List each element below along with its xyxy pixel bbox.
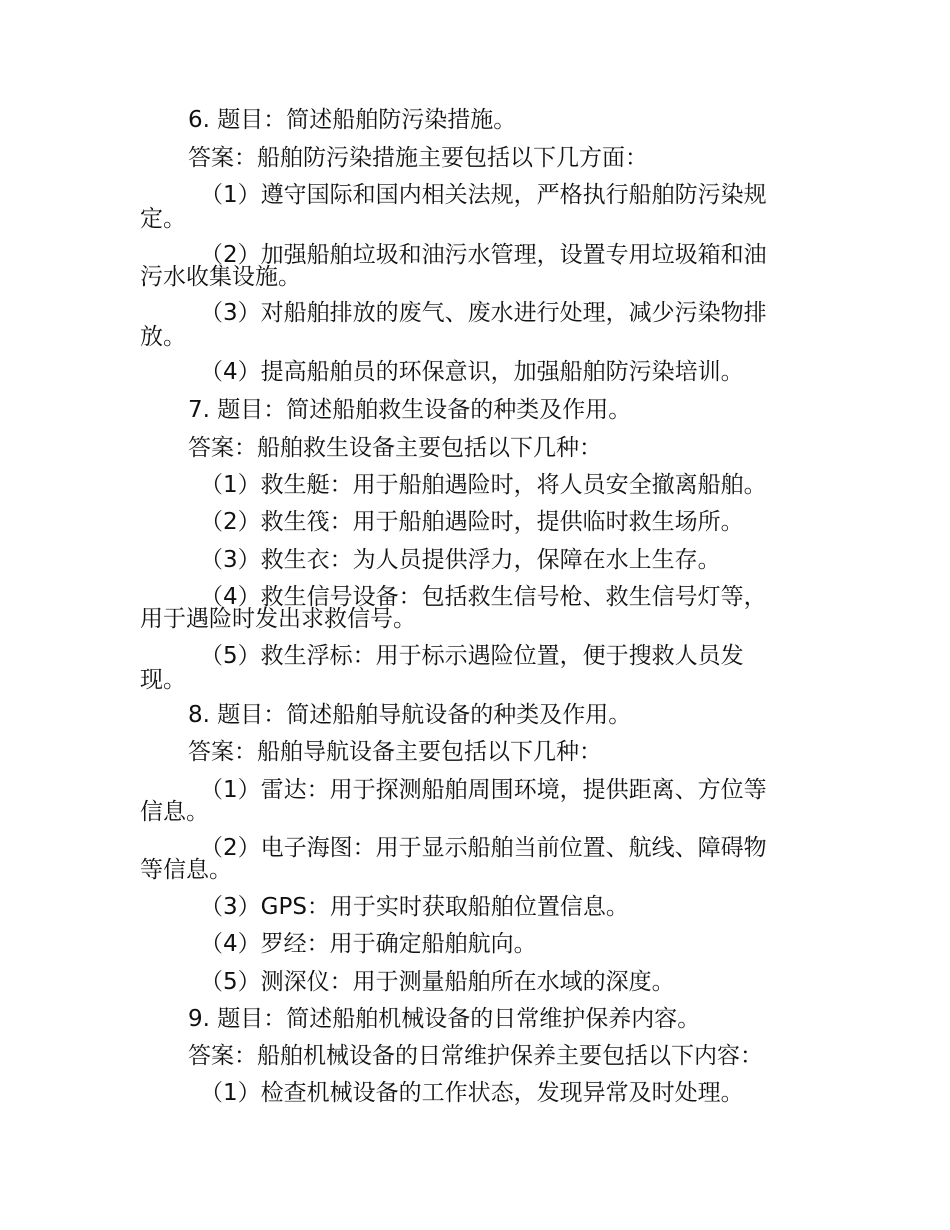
document-page: 6. 题目：简述船舶防污染措施。 答案：船舶防污染措施主要包括以下几方面： （1）遵守国际和国内相关法规，严格执行船舶防污染规 定。 （2）加强船舶垃圾和油污水管理，设置专用垃圾箱和油 污水收集设施。 （3）对船舶排放的废气、废水进行处理，减少污染物排 放。 （4）提高船舶员的环保意识，加强船舶防污染培训。 7. 题目：简述船舶救生设备的种类及作用。 答案：船舶救生设备主要包括以下几种： （1）救生艇：用于船舶遇险时，将人员安全撤离船舶。 （2）救生筏：用于船舶遇险时，提供临时救生场所。 （3）救生衣：为人员提供浮力，保障在水上生存。 （4）救生信号设备：包括救生信号枪、救生信号灯等， 用于遇险时发出求救信号。 （5）救生浮标：用于标示遇险位置，便于搜救人员发 现。 8. 题目：简述船舶导航设备的种类及作用。 答案：船舶导航设备主要包括以下几种： （1）雷达：用于探测船舶周围环境，提供距离、方位等 信息。 （2）电子海图：用于显示船舶当前位置、航线、障碍物 等信息。 （3）GPS：用于实时获取船舶位置信息。 （4）罗经：用于确定船舶航向。 （5）测深仪：用于测量船舶所在水域的深度。 9. 题目：简述船舶机械设备的日常维护保养内容。 答案：船舶机械设备的日常维护保养主要包括以下内容： （1）检查机械设备的工作状态，发现异常及时处理。 — [0, 0, 950, 1230]
